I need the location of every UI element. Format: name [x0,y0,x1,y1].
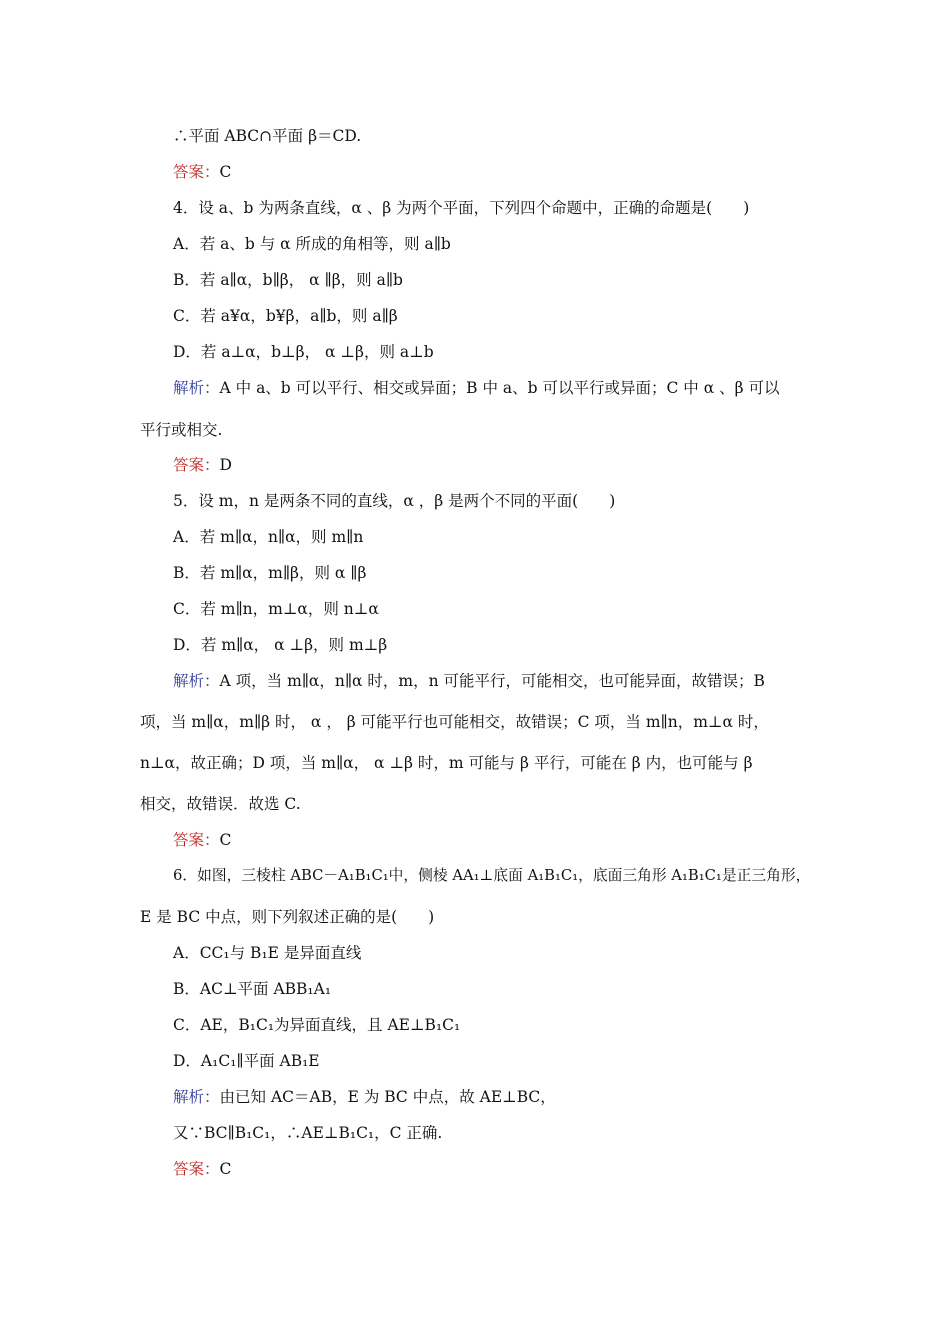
q4-stem: 4．设 a、b 为两条直线，α 、β 为两个平面，下列四个命题中，正确的命题是( ) [173,199,750,217]
q6-option-a: A．CC₁与 B₁E 是异面直线 [173,944,362,962]
answer-label: 答案： [173,163,220,181]
q4-answer [173,455,232,475]
q6-answer [173,1159,231,1179]
q6-stem-line-1: 6．如图，三棱柱 ABC－A₁B₁C₁中，侧棱 AA₁⊥底面 A₁B₁C₁，底面三角形 A₁B₁C₁是正三角形， [173,867,811,884]
q4-option-d: D．若 a⊥α，b⊥β， α ⊥β，则 a⊥b [173,343,434,361]
answer-label: 答案： [173,456,220,474]
answer-value: D [219,456,232,474]
analysis-text: A 项，当 m∥α，n∥α 时，m，n 可能平行，可能相交，也可能异面，故错误；B [219,672,765,690]
q5-option-c: C．若 m∥n，m⊥α，则 n⊥α [173,600,379,618]
analysis-label: 解析： [173,379,220,397]
prev-conclusion: ∴平面 ABC∩平面 β＝CD. [173,127,362,145]
q6-analysis-line-1 [173,1087,556,1107]
answer-value: C [219,831,232,849]
answer-label: 答案： [173,1160,220,1178]
q5-option-a: A．若 m∥α，n∥α，则 m∥n [173,528,364,546]
analysis-text: 由已知 AC＝AB，E 为 BC 中点，故 AE⊥BC， [219,1088,556,1106]
q5-answer [173,830,231,850]
q5-option-b: B．若 m∥α，m∥β，则 α ∥β [173,564,367,582]
q5-option-d: D．若 m∥α， α ⊥β，则 m⊥β [173,636,388,654]
q4-option-b: B．若 a∥α，b∥β， α ∥β，则 a∥b [173,271,403,289]
q5-stem: 5．设 m，n 是两条不同的直线，α ，β 是两个不同的平面( ) [173,492,616,510]
q4-analysis-line-2: 平行或相交. [140,421,223,439]
q6-stem-line-2: E 是 BC 中点，则下列叙述正确的是( ) [140,908,435,926]
prev-answer [173,162,231,182]
q5-analysis-line-1 [173,671,765,691]
answer-value: C [219,1160,232,1178]
q4-option-c: C．若 a¥α，b¥β，a∥b，则 a∥β [173,307,398,325]
q4-analysis-line-1 [173,378,780,398]
answer-label: 答案： [173,831,220,849]
analysis-text: A 中 a、b 可以平行、相交或异面；B 中 a、b 可以平行或异面；C 中 α 、β 可以 [219,379,780,397]
q6-option-d: D．A₁C₁∥平面 AB₁E [173,1052,320,1070]
q6-analysis-line-2: 又∵BC∥B₁C₁，∴AE⊥B₁C₁，C 正确. [173,1124,443,1142]
q5-analysis-line-4: 相交，故错误．故选 C. [140,795,301,813]
analysis-label: 解析： [173,672,220,690]
q6-option-b: B．AC⊥平面 ABB₁A₁ [173,980,332,998]
answer-value: C [219,163,232,181]
q6-option-c: C．AE，B₁C₁为异面直线，且 AE⊥B₁C₁ [173,1016,461,1034]
q5-analysis-line-3: n⊥α，故正确；D 项，当 m∥α， α ⊥β 时，m 可能与 β 平行，可能在 β 内，也可能与 β [140,754,753,772]
q4-option-a: A．若 a、b 与 α 所成的角相等，则 a∥b [173,235,451,253]
q5-analysis-line-2: 项，当 m∥α，m∥β 时， α ， β 可能平行也可能相交，故错误；C 项，当 m∥n，m⊥α 时， [140,713,769,731]
analysis-label: 解析： [173,1088,220,1106]
